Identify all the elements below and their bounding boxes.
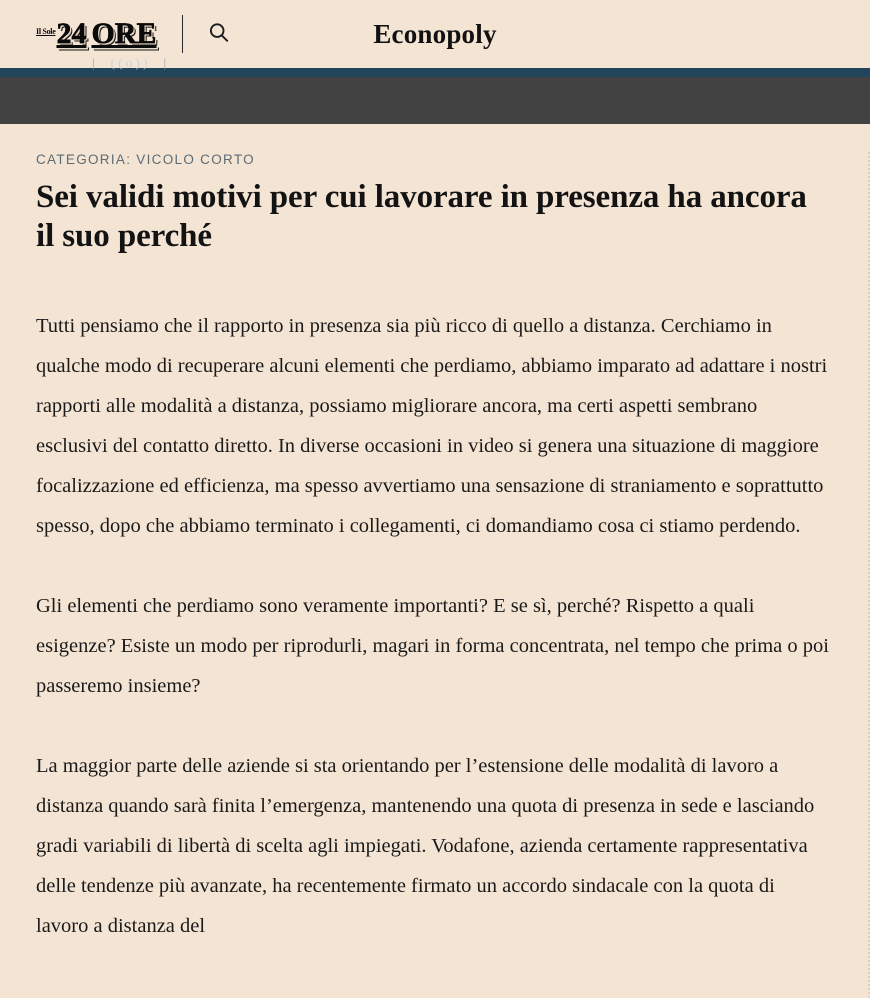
blog-title-link[interactable]: Econopoly <box>373 18 497 49</box>
logo-prefix-ilsole: Il Sole <box>36 27 56 36</box>
navigation-strip[interactable] <box>0 55 870 77</box>
article-paragraph: Tutti pensiamo che il rapporto in presenza sia più ricco di quello a distanza. Cerchiamo in qualche modo di recuperare alcuni elementi che perdiamo, abbiamo imparato ad adattare i nostri rapporti alle modalità a distanza, possiamo migliorare ancora, ma certi aspetti sembrano esclusivi del contatto diretto. In diverse occasioni in video si genera una situazione di maggiore focalizzazione ed efficienza, ma spesso avvertiamo una sensazione di straniamento e soprattutto spesso, dopo che abbiamo terminato i collegamenti, ci domandiamo cosa ci stiamo perdendo. <box>36 315 828 538</box>
header-divider <box>182 15 183 53</box>
article-paragraph: Gli elementi che perdiamo sono veramente importanti? E se sì, perché? Rispetto a quali esigenze? Esiste un modo per riprodurli, magari in forma concentrata, nel tempo che prima o poi passeremo insieme? <box>36 595 829 697</box>
article-paragraph: La maggior parte delle aziende si sta orientando per l’estensione delle modalità di lavoro a distanza quando sarà finita l’emergenza, mantenendo una quota di presenza in sede e lasciando gradi variabili di libertà di scelta agli impiegati. Vodafone, azienda certamente rappresentativa delle tendenze più avanzate, ha recentemente firmato un accordo sindacale con la quota di lavoro a distanza del <box>36 754 815 937</box>
article-headline: Sei validi motivi per cui lavorare in presenza ha ancora il suo perché <box>36 179 807 254</box>
sole24ore-logo[interactable] <box>36 19 156 49</box>
search-button[interactable] <box>205 20 233 48</box>
dark-banner-band <box>0 77 870 124</box>
nav-item-0[interactable]: | <box>92 55 95 70</box>
article-container <box>0 152 870 998</box>
nav-item-1[interactable]: ( ( o ) ) <box>110 55 148 70</box>
search-icon <box>207 21 231 48</box>
logo-word-ore: ORE <box>91 17 157 50</box>
logo-24ore <box>56 19 156 49</box>
article-category[interactable]: CATEGORIA: VICOLO CORTO <box>36 152 255 167</box>
article-body <box>36 307 832 947</box>
logo-number-24: 24 <box>56 17 87 50</box>
navigation-strip-items <box>92 55 166 71</box>
brand-left-group <box>36 15 233 53</box>
nav-item-2[interactable]: | <box>163 55 167 70</box>
